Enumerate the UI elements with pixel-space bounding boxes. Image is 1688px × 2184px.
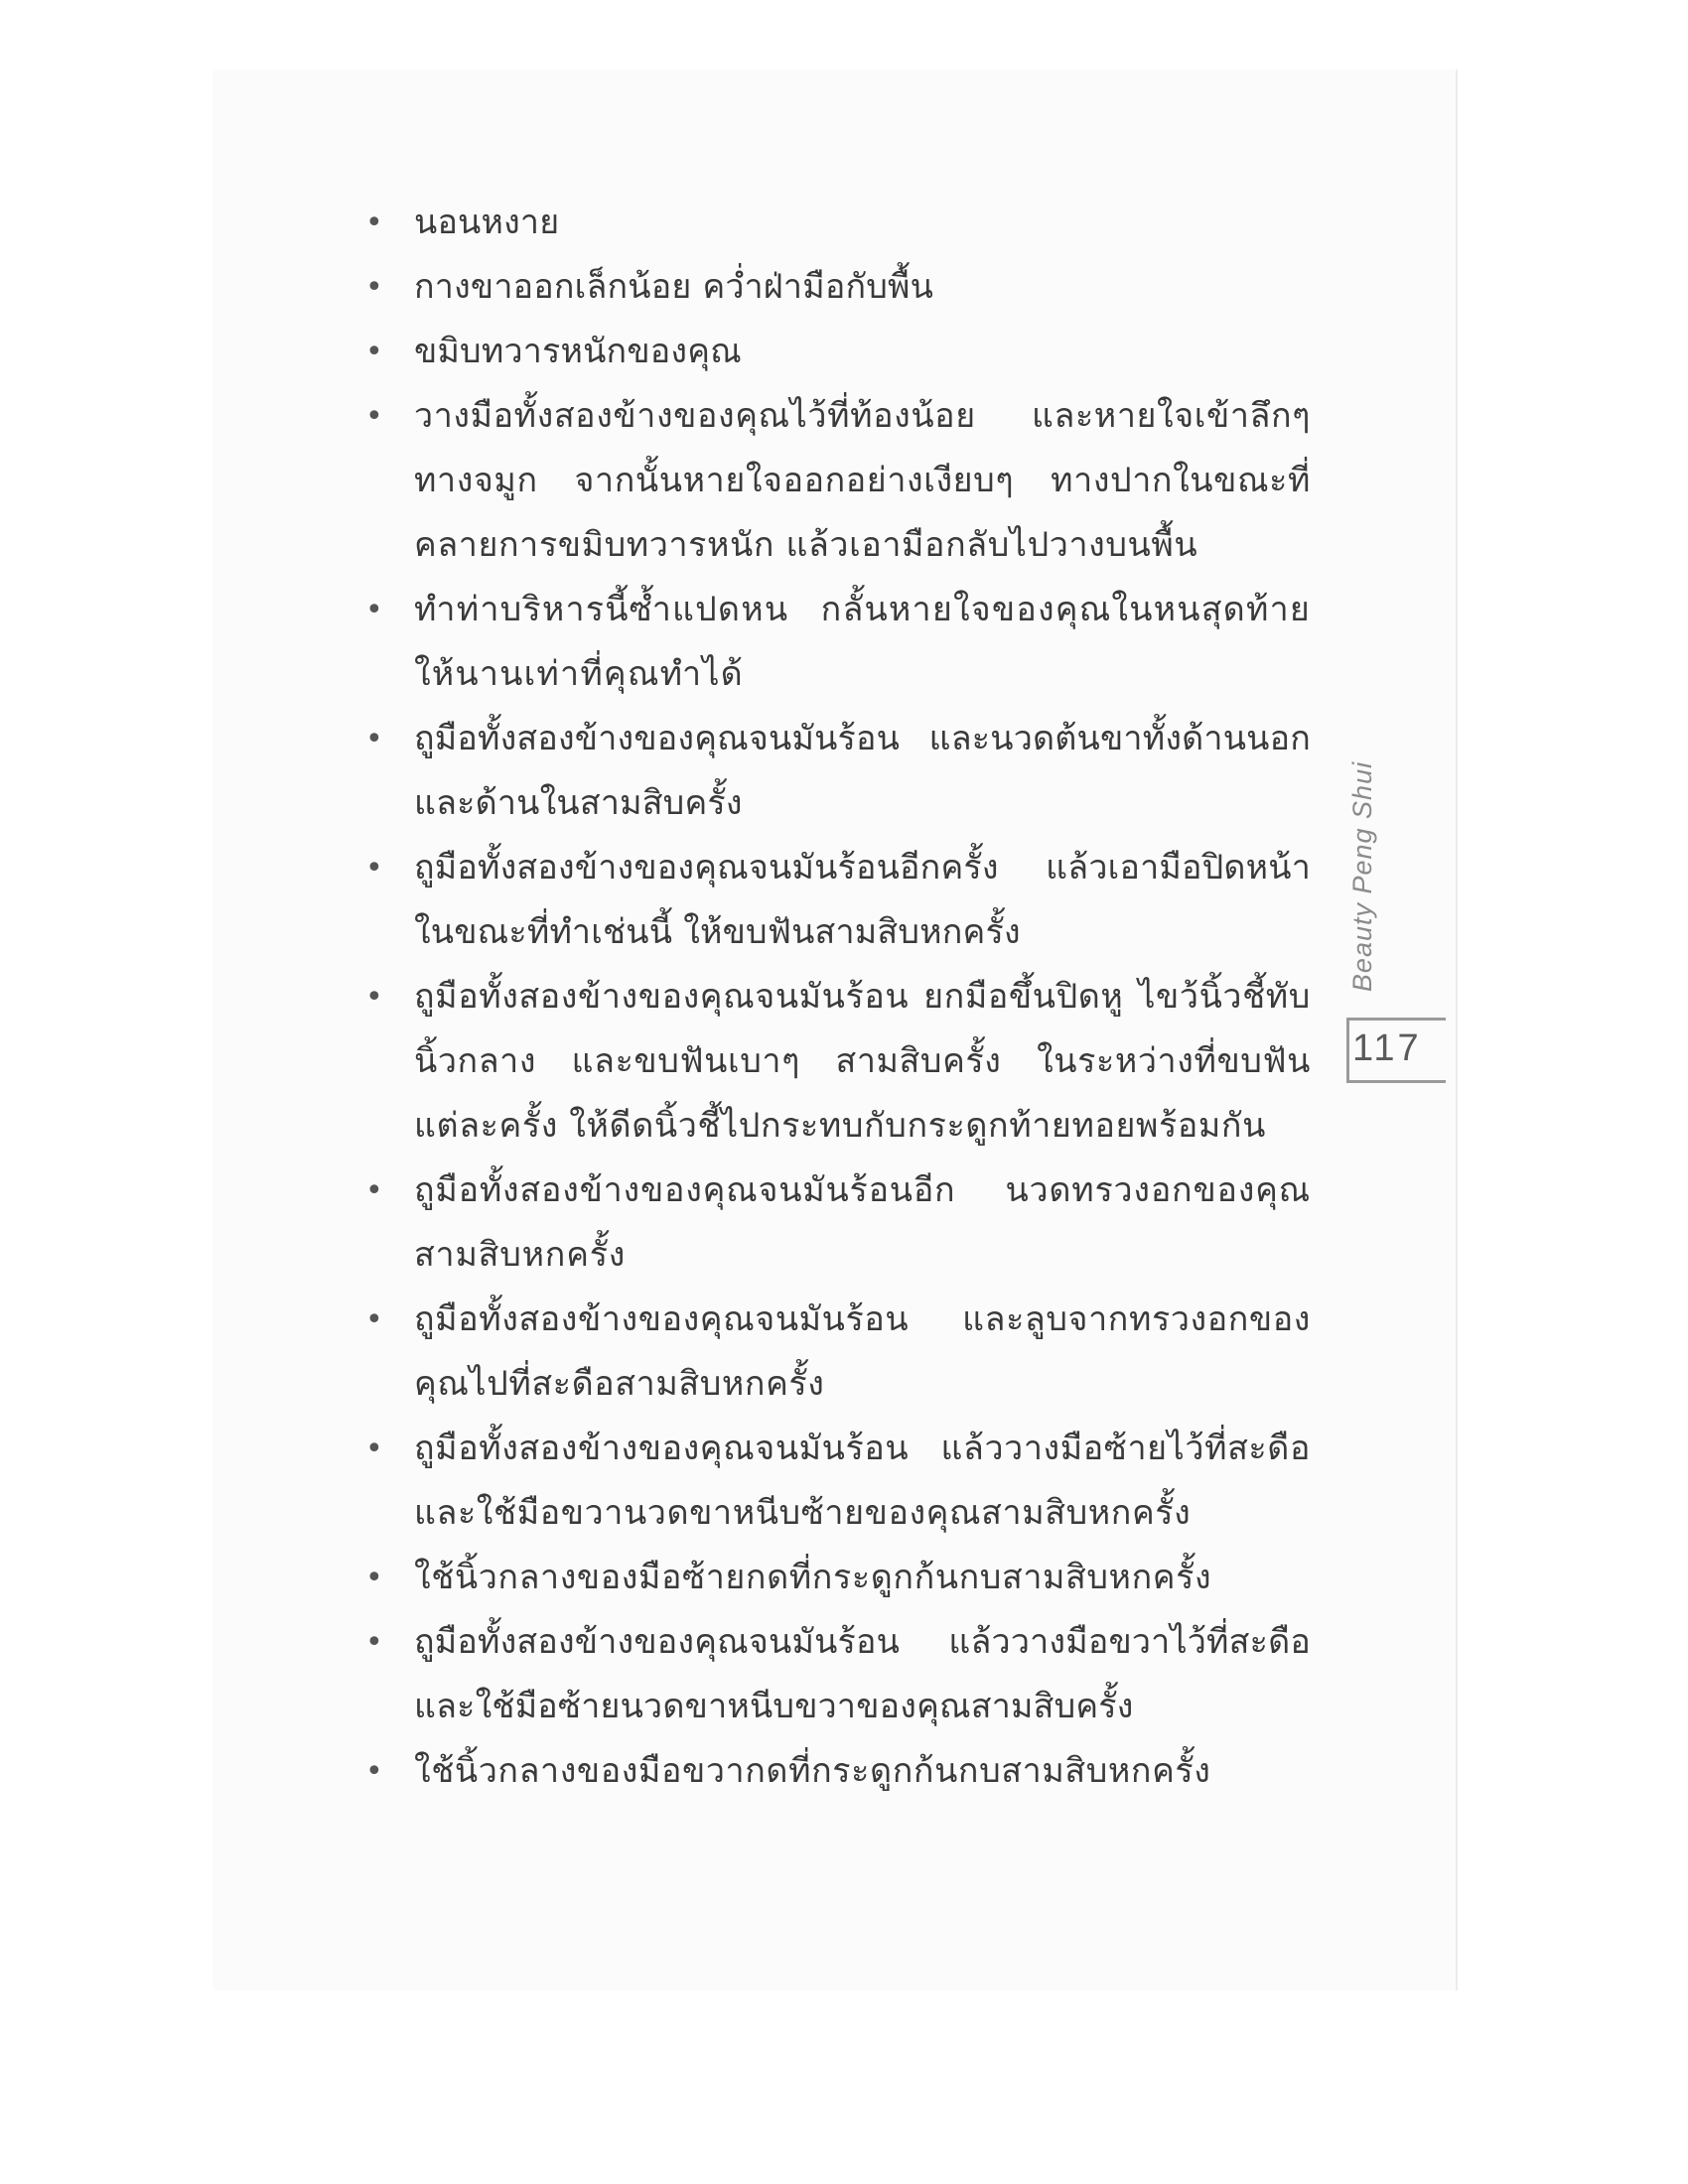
list-item-text: ถูมือทั้งสองข้างของคุณจนมันร้อนอีกครั้ง แล้วเอามือปิดหน้าในขณะที่ทำเช่นนี้ ให้ขบฟันสามสิบหกครั้ง xyxy=(414,848,1311,952)
page-edge-shadow xyxy=(1456,69,1458,1990)
list-item-text: ถูมือทั้งสองข้างของคุณจนมันร้อน ยกมือขึ้นปิดหู ไขว้นิ้วชี้ทับนิ้วกลาง และขบฟันเบาๆ สามสิบครั้ง ในระหว่างที่ขบฟันแต่ละครั้ง ให้ดีดนิ้วชี้ไปกระทบกับกระดูกท้ายทอยพร้อมกัน xyxy=(414,977,1311,1146)
bullet-icon: • xyxy=(365,335,383,369)
bullet-icon: • xyxy=(365,205,383,240)
list-item xyxy=(357,1546,1311,1610)
bullet-icon: • xyxy=(365,980,384,1015)
list-item xyxy=(357,1739,1311,1804)
bullet-icon: • xyxy=(365,1432,384,1466)
list-item-text: ขมิบทวารหนักของคุณ xyxy=(414,332,742,371)
bullet-icon: • xyxy=(365,270,383,305)
list-item xyxy=(357,1417,1311,1546)
bullet-icon: • xyxy=(365,399,384,434)
bullet-icon: • xyxy=(365,1625,383,1660)
list-item-text: วางมือทั้งสองข้างของคุณไว้ที่ท้องน้อย และหายใจเข้าลึกๆ ทางจมูก จากนั้นหายใจออกอย่างเงียบๆ ทางปากในขณะที่คลายการขมิบทวารหนัก แล้วเอามือกลับไปวางบนพื้น xyxy=(414,396,1311,565)
bullet-icon: • xyxy=(365,851,383,886)
list-item xyxy=(357,320,1311,384)
running-book-title xyxy=(1218,760,1506,993)
folio-rule-top xyxy=(1346,1018,1446,1021)
list-item-text: นอนหงาย xyxy=(414,203,560,242)
list-item-text: ถูมือทั้งสองข้างของคุณจนมันร้อน แล้ววางมือซ้ายไว้ที่สะดือและใช้มือขวานวดขาหนีบซ้ายของคุณสามสิบหกครั้ง xyxy=(414,1429,1311,1533)
page-number: 117 xyxy=(1352,1027,1422,1069)
bullet-icon: • xyxy=(365,1561,384,1595)
list-item-text: ใช้นิ้วกลางของมือขวากดที่กระดูกก้นกบสามสิบหกครั้ง xyxy=(414,1751,1211,1791)
list-item xyxy=(357,965,1311,1159)
list-item xyxy=(357,1288,1311,1417)
list-item xyxy=(357,191,1311,255)
bullet-icon: • xyxy=(365,1754,384,1789)
bullet-icon: • xyxy=(365,593,384,627)
list-item-text: ถูมือทั้งสองข้างของคุณจนมันร้อน และลูบจากทรวงอกของคุณไปที่สะดือสามสิบหกครั้ง xyxy=(414,1299,1311,1404)
list-item-text: ทำท่าบริหารนี้ซ้ำแปดหน กลั้นหายใจของคุณในหนสุดท้ายให้นานเท่าที่คุณทำได้ xyxy=(414,590,1311,694)
list-item-text: ถูมือทั้งสองข้างของคุณจนมันร้อน และนวดต้นขาทั้งด้านนอกและด้านในสามสิบครั้ง xyxy=(414,719,1311,823)
folio-rule-bottom xyxy=(1346,1080,1446,1083)
list-item xyxy=(357,836,1311,965)
list-item xyxy=(357,384,1311,578)
list-item-text: กางขาออกเล็กน้อย คว่ำฝ่ามือกับพื้น xyxy=(414,267,934,307)
exercise-steps-list xyxy=(357,191,1311,1804)
list-item xyxy=(357,255,1311,320)
folio-divider xyxy=(1346,1018,1349,1082)
list-item xyxy=(357,1159,1311,1288)
list-item xyxy=(357,707,1311,836)
bullet-icon: • xyxy=(365,722,383,756)
list-item xyxy=(357,578,1311,707)
list-item-text: ใช้นิ้วกลางของมือซ้ายกดที่กระดูกก้นกบสามสิบหกครั้ง xyxy=(414,1558,1212,1597)
bullet-icon: • xyxy=(365,1173,384,1208)
list-item-text: ถูมือทั้งสองข้างของคุณจนมันร้อน แล้ววางมือขวาไว้ที่สะดือและใช้มือซ้ายนวดขาหนีบขวาของคุณสามสิบครั้ง xyxy=(414,1622,1311,1726)
bullet-icon: • xyxy=(365,1302,384,1337)
list-item xyxy=(357,1610,1311,1739)
list-item-text: ถูมือทั้งสองข้างของคุณจนมันร้อนอีก นวดทรวงอกของคุณสามสิบหกครั้ง xyxy=(414,1170,1311,1275)
running-title-text: Beauty Peng Shui xyxy=(1347,760,1377,993)
